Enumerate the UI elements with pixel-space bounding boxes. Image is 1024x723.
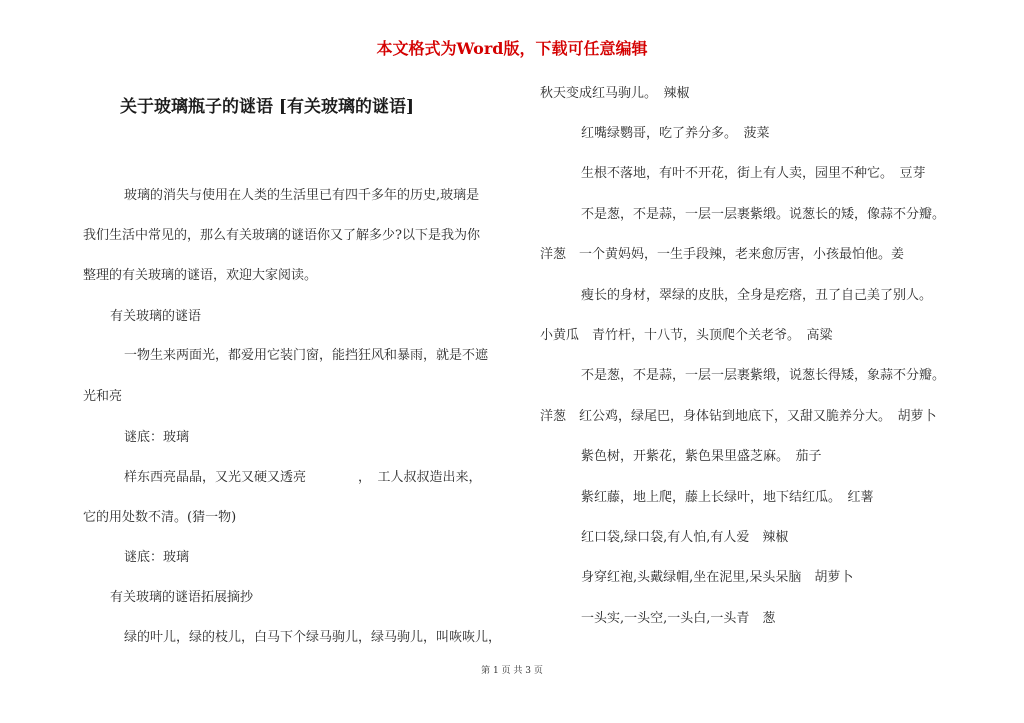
left-line-2: 我们生活中常见的，那么有关玻璃的谜语你又了解多少?以下是我为你 bbox=[83, 228, 480, 243]
left-line-1: 玻璃的消失与使用在人类的生活里已有四千多年的历史,玻璃是 bbox=[124, 188, 480, 203]
left-line-9: 它的用处数不清。(猜一物) bbox=[83, 510, 237, 525]
section-heading-2: 有关玻璃的谜语拓展摘抄 bbox=[110, 590, 254, 605]
right-line-1: 秋天变成红马驹儿。 辣椒 bbox=[540, 86, 690, 101]
answer-line-2: 谜底：玻璃 bbox=[124, 550, 190, 565]
section-heading-1: 有关玻璃的谜语 bbox=[110, 309, 202, 324]
right-line-4: 不是葱，不是蒜，一层一层裹紫缎。说葱长的矮，像蒜不分瓣。 bbox=[581, 207, 946, 222]
right-line-12: 红口袋,绿口袋,有人怕,有人爱 辣椒 bbox=[581, 530, 789, 545]
left-line-12: 绿的叶儿，绿的枝儿，白马下个绿马驹儿，绿马驹儿，叫咴咴儿， bbox=[124, 630, 502, 645]
right-line-11: 紫红藤，地上爬，藤上长绿叶，地下结红瓜。 红薯 bbox=[581, 490, 874, 505]
left-line-3: 整理的有关玻璃的谜语，欢迎大家阅读。 bbox=[83, 268, 318, 283]
right-line-13: 身穿红袍,头戴绿帽,坐在泥里,呆头呆脑 胡萝卜 bbox=[581, 570, 854, 585]
page-footer: 第 1 页 共 3 页 bbox=[481, 666, 543, 676]
right-line-9: 洋葱 红公鸡，绿尾巴，身体钻到地底下，又甜又脆养分大。 胡萝卜 bbox=[540, 409, 937, 424]
right-line-2: 红嘴绿鹦哥，吃了养分多。 菠菜 bbox=[581, 126, 770, 141]
right-line-5: 洋葱 一个黄妈妈，一生手段辣，老来愈厉害，小孩最怕他。姜 bbox=[540, 247, 905, 262]
header-banner: 本文格式为Word版，下载可任意编辑 bbox=[376, 39, 648, 58]
right-line-8: 不是葱，不是蒜，一层一层裹紫缎，说葱长得矮，象蒜不分瓣。 bbox=[581, 368, 946, 383]
left-line-8: 样东西亮晶晶，又光又硬又透亮 ， 工人叔叔造出来， bbox=[124, 470, 482, 485]
right-line-10: 紫色树，开紫花，紫色果里盛芝麻。 茄子 bbox=[581, 449, 822, 464]
document-title: 关于玻璃瓶子的谜语 [有关玻璃的谜语] bbox=[120, 97, 415, 117]
right-line-7: 小黄瓜 青竹杆，十八节，头顶爬个关老爷。 高粱 bbox=[540, 328, 833, 343]
right-line-6: 瘦长的身材，翠绿的皮肤，全身是疙瘩，丑了自己美了别人。 bbox=[581, 288, 933, 303]
left-line-5: 一物生来两面光，都爱用它装门窗，能挡狂风和暴雨，就是不遮 bbox=[124, 348, 489, 363]
left-line-6: 光和亮 bbox=[83, 389, 123, 404]
right-line-14: 一头实,一头空,一头白,一头青 葱 bbox=[581, 611, 776, 626]
answer-line-1: 谜底：玻璃 bbox=[124, 430, 190, 445]
right-line-3: 生根不落地，有叶不开花，街上有人卖，园里不种它。 豆芽 bbox=[581, 166, 926, 181]
